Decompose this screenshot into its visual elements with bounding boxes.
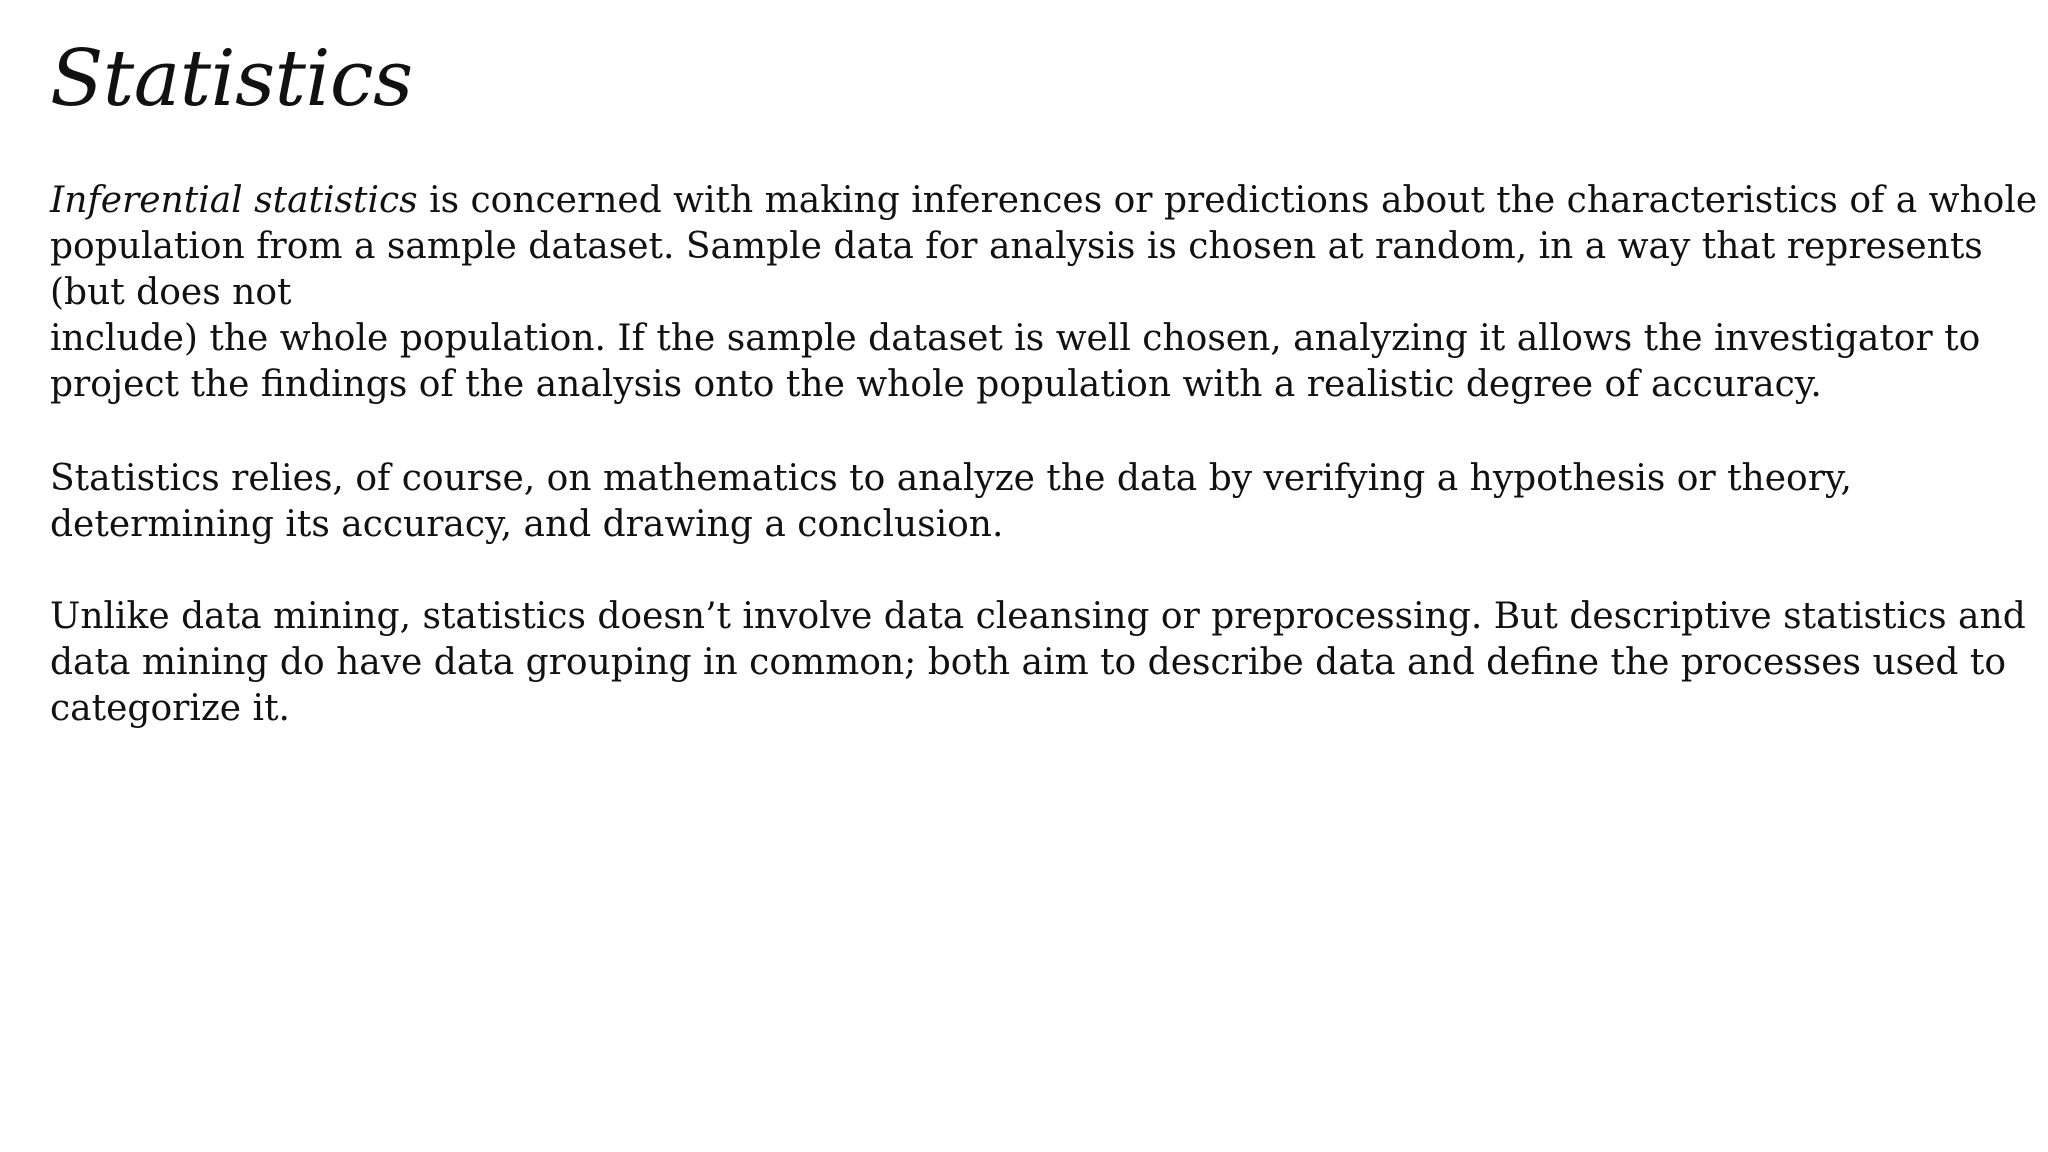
paragraph-line: include) the whole population. If the sample dataset is well chosen, analyzing it allows the investigator to — [50, 318, 1981, 359]
paragraph-line: Unlike data mining, statistics doesn’t involve data cleansing or preprocessing. But descriptive statistics and — [50, 596, 2026, 637]
paragraph-line: data mining do have data grouping in common; both aim to describe data and define the processes used to — [50, 642, 2007, 683]
paragraph-line — [50, 178, 2040, 224]
document-page — [50, 34, 2040, 732]
paragraph-line: population from a sample dataset. Sample data for analysis is chosen at random, in a way that represents — [50, 226, 1983, 267]
paragraph-line: project the findings of the analysis onto the whole population with a realistic degree of accuracy. — [50, 364, 1822, 405]
line-text: is concerned with making inferences or predictions about the characteristics of a whole — [417, 180, 2038, 221]
paragraph-statistics-mathematics — [50, 456, 2040, 548]
paragraph-line: categorize it. — [50, 688, 290, 729]
paragraph-inferential-statistics — [50, 178, 2040, 408]
paragraph-line: (but does not — [50, 272, 292, 313]
paragraph-line: determining its accuracy, and drawing a conclusion. — [50, 504, 1004, 545]
italic-term: Inferential statistics — [50, 180, 418, 221]
page-title: Statistics — [50, 34, 413, 124]
paragraph-data-mining — [50, 594, 2040, 732]
paragraph-line: Statistics relies, of course, on mathematics to analyze the data by verifying a hypothesis or theory, — [50, 458, 1852, 499]
